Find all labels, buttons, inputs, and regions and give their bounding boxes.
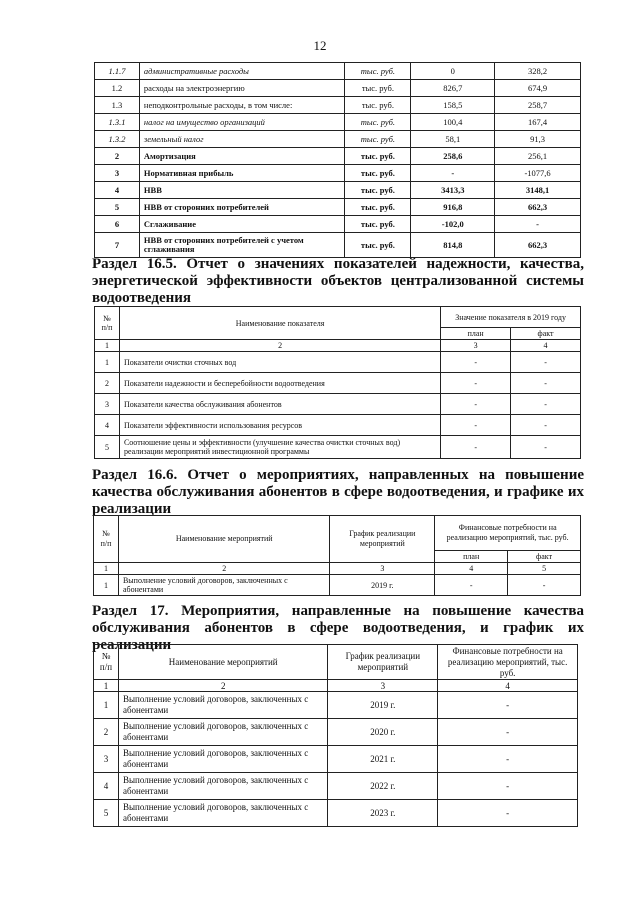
table-row [95, 352, 581, 373]
row-finance: - [438, 800, 578, 827]
table-row [95, 373, 581, 394]
row-number: 1 [94, 692, 119, 719]
row-unit: тыс. руб. [345, 80, 411, 97]
row-plan: - [441, 352, 511, 373]
row-unit: тыс. руб. [345, 165, 411, 182]
row-schedule: 2021 г. [328, 746, 438, 773]
table-row [94, 575, 581, 596]
col-index: 3 [330, 563, 435, 575]
col-index: 2 [118, 563, 329, 575]
table-row [95, 415, 581, 436]
table-row [94, 692, 578, 719]
table-row [95, 97, 581, 114]
indicators-table [94, 306, 581, 459]
col-index: 1 [94, 680, 119, 692]
col-index: 4 [435, 563, 508, 575]
row-value-fact: 167,4 [495, 114, 581, 131]
row-number: 1.3.2 [95, 131, 140, 148]
row-name: Нормативная прибыль [139, 165, 345, 182]
row-value-fact: 91,3 [495, 131, 581, 148]
row-value-fact: 256,1 [495, 148, 581, 165]
row-number: 1 [94, 575, 119, 596]
row-name: Выполнение условий договоров, заключенных с абонентами [118, 773, 327, 800]
row-number: 1 [95, 352, 120, 373]
row-name: Соотношение цены и эффективности (улучшение качества очистки сточных вод) реализации мероприятий инвестиционной программы [119, 436, 440, 459]
row-unit: тыс. руб. [345, 182, 411, 199]
row-finance: - [438, 719, 578, 746]
col-index: 3 [328, 680, 438, 692]
row-number: 5 [94, 800, 119, 827]
row-number: 3 [95, 394, 120, 415]
row-finance: - [438, 692, 578, 719]
col-header-finance: Финансовые потребности на реализацию мероприятий, тыс. руб. [438, 645, 578, 680]
table-index-row [95, 340, 581, 352]
row-unit: тыс. руб. [345, 233, 411, 258]
col-index: 2 [118, 680, 327, 692]
row-name: Выполнение условий договоров, заключенных с абонентами [118, 719, 327, 746]
row-name: Сглаживание [139, 216, 345, 233]
row-schedule: 2019 г. [328, 692, 438, 719]
col-header-name: Наименование показателя [119, 307, 440, 340]
row-number: 4 [95, 182, 140, 199]
row-name: НВВ от сторонних потребителей с учетом сглаживания [139, 233, 345, 258]
col-header-schedule: График реализации мероприятий [328, 645, 438, 680]
row-value-plan: 3413,3 [411, 182, 495, 199]
row-name: Амортизация [139, 148, 345, 165]
row-name: НВВ от сторонних потребителей [139, 199, 345, 216]
row-fact: - [511, 415, 581, 436]
row-number: 5 [95, 199, 140, 216]
row-plan: - [441, 436, 511, 459]
row-name: Показатели качества обслуживания абонентов [119, 394, 440, 415]
table-index-row [94, 680, 578, 692]
table-row [95, 394, 581, 415]
row-value-fact: 674,9 [495, 80, 581, 97]
table-row [95, 182, 581, 199]
col-header-schedule: График реализации мероприятий [330, 516, 435, 563]
row-value-plan: -102,0 [411, 216, 495, 233]
row-number: 6 [95, 216, 140, 233]
row-plan: - [441, 373, 511, 394]
row-value-fact: 662,3 [495, 199, 581, 216]
financial-table-body [95, 63, 581, 258]
section-16-6-heading: Раздел 16.6. Отчет о мероприятиях, направленных на повышение качества обслуживания абонентов в сфере водоотведения, и графике их реализации [92, 467, 584, 517]
col-header-name: Наименование мероприятий [118, 645, 327, 680]
row-number: 2 [95, 148, 140, 165]
row-name: расходы на электроэнергию [139, 80, 345, 97]
row-fact: - [511, 373, 581, 394]
row-value-fact: -1077,6 [495, 165, 581, 182]
section-17-heading: Раздел 17. Мероприятия, направленные на повышение качества обслуживания абонентов в сфере водоотведения, и график их реализации [92, 603, 584, 653]
row-number: 2 [94, 719, 119, 746]
row-name: Выполнение условий договоров, заключенных с абонентами [118, 746, 327, 773]
col-header-plan: план [435, 551, 508, 563]
col-index: 5 [508, 563, 581, 575]
row-number: 1.2 [95, 80, 140, 97]
measures-schedule-table [93, 644, 578, 827]
col-header-fact: факт [508, 551, 581, 563]
row-finance: - [438, 746, 578, 773]
row-value-fact: 328,2 [495, 63, 581, 80]
row-plan: - [441, 394, 511, 415]
row-value-plan: 814,8 [411, 233, 495, 258]
section-16-5-heading: Раздел 16.5. Отчет о значениях показателей надежности, качества, энергетической эффективности объектов централизованной системы водоотведения [92, 256, 584, 306]
row-name: земельный налог [139, 131, 345, 148]
row-schedule: 2020 г. [328, 719, 438, 746]
col-header-finance: Финансовые потребности на реализацию мероприятий, тыс. руб. [435, 516, 581, 551]
row-number: 3 [94, 746, 119, 773]
row-value-plan: 100,4 [411, 114, 495, 131]
row-fact: - [508, 575, 581, 596]
row-fact: - [511, 394, 581, 415]
row-value-fact: 3148,1 [495, 182, 581, 199]
row-name: НВВ [139, 182, 345, 199]
table-row [95, 63, 581, 80]
table-header-row [94, 516, 581, 551]
row-value-plan: 258,6 [411, 148, 495, 165]
col-index: 4 [438, 680, 578, 692]
row-name: административные расходы [139, 63, 345, 80]
table-row [94, 773, 578, 800]
table-header-row [94, 645, 578, 680]
row-plan: - [441, 415, 511, 436]
table-row [95, 114, 581, 131]
table-header-row [95, 307, 581, 328]
row-value-fact: - [495, 216, 581, 233]
col-index: 1 [95, 340, 120, 352]
row-value-plan: 0 [411, 63, 495, 80]
row-number: 4 [95, 415, 120, 436]
row-value-plan: 158,5 [411, 97, 495, 114]
table-row [95, 436, 581, 459]
row-name: Показатели очистки сточных вод [119, 352, 440, 373]
measures-report-table [93, 515, 581, 596]
row-name: неподконтрольные расходы, в том числе: [139, 97, 345, 114]
col-header-num: № п/п [94, 645, 119, 680]
row-number: 5 [95, 436, 120, 459]
table-row [95, 131, 581, 148]
row-unit: тыс. руб. [345, 63, 411, 80]
row-number: 4 [94, 773, 119, 800]
table-row [94, 719, 578, 746]
row-fact: - [511, 352, 581, 373]
row-value-fact: 258,7 [495, 97, 581, 114]
row-number: 2 [95, 373, 120, 394]
table-row [95, 199, 581, 216]
row-number: 1.1.7 [95, 63, 140, 80]
col-header-name: Наименование мероприятий [118, 516, 329, 563]
row-finance: - [438, 773, 578, 800]
table-row [94, 800, 578, 827]
row-value-plan: 58,1 [411, 131, 495, 148]
row-name: Выполнение условий договоров, заключенных с абонентами [118, 692, 327, 719]
row-name: Показатели надежности и бесперебойности водоотведения [119, 373, 440, 394]
row-name: налог на имущество организаций [139, 114, 345, 131]
col-index: 4 [511, 340, 581, 352]
row-unit: тыс. руб. [345, 131, 411, 148]
table-row [95, 233, 581, 258]
row-unit: тыс. руб. [345, 114, 411, 131]
row-schedule: 2022 г. [328, 773, 438, 800]
col-header-fact: факт [511, 328, 581, 340]
table-row [95, 148, 581, 165]
row-number: 1.3 [95, 97, 140, 114]
table-index-row [94, 563, 581, 575]
row-number: 7 [95, 233, 140, 258]
row-plan: - [435, 575, 508, 596]
row-unit: тыс. руб. [345, 199, 411, 216]
col-index: 1 [94, 563, 119, 575]
row-value-plan: 916,8 [411, 199, 495, 216]
financial-table [94, 62, 581, 258]
row-name: Выполнение условий договоров, заключенных с абонентами [118, 800, 327, 827]
col-header-num: № п/п [94, 516, 119, 563]
row-number: 3 [95, 165, 140, 182]
table-row [95, 165, 581, 182]
page-number: 12 [313, 38, 327, 53]
row-unit: тыс. руб. [345, 97, 411, 114]
table-row [95, 80, 581, 97]
row-value-fact: 662,3 [495, 233, 581, 258]
row-fact: - [511, 436, 581, 459]
row-value-plan: 826,7 [411, 80, 495, 97]
row-schedule: 2019 г. [330, 575, 435, 596]
row-number: 1.3.1 [95, 114, 140, 131]
col-header-num: № п/п [95, 307, 120, 340]
row-name: Показатели эффективности использования ресурсов [119, 415, 440, 436]
row-schedule: 2023 г. [328, 800, 438, 827]
col-header-plan: план [441, 328, 511, 340]
row-unit: тыс. руб. [345, 216, 411, 233]
col-index: 2 [119, 340, 440, 352]
row-unit: тыс. руб. [345, 148, 411, 165]
col-header-value: Значение показателя в 2019 году [441, 307, 581, 328]
table-row [94, 746, 578, 773]
row-value-plan: - [411, 165, 495, 182]
col-index: 3 [441, 340, 511, 352]
row-name: Выполнение условий договоров, заключенных с абонентами [118, 575, 329, 596]
table-row [95, 216, 581, 233]
